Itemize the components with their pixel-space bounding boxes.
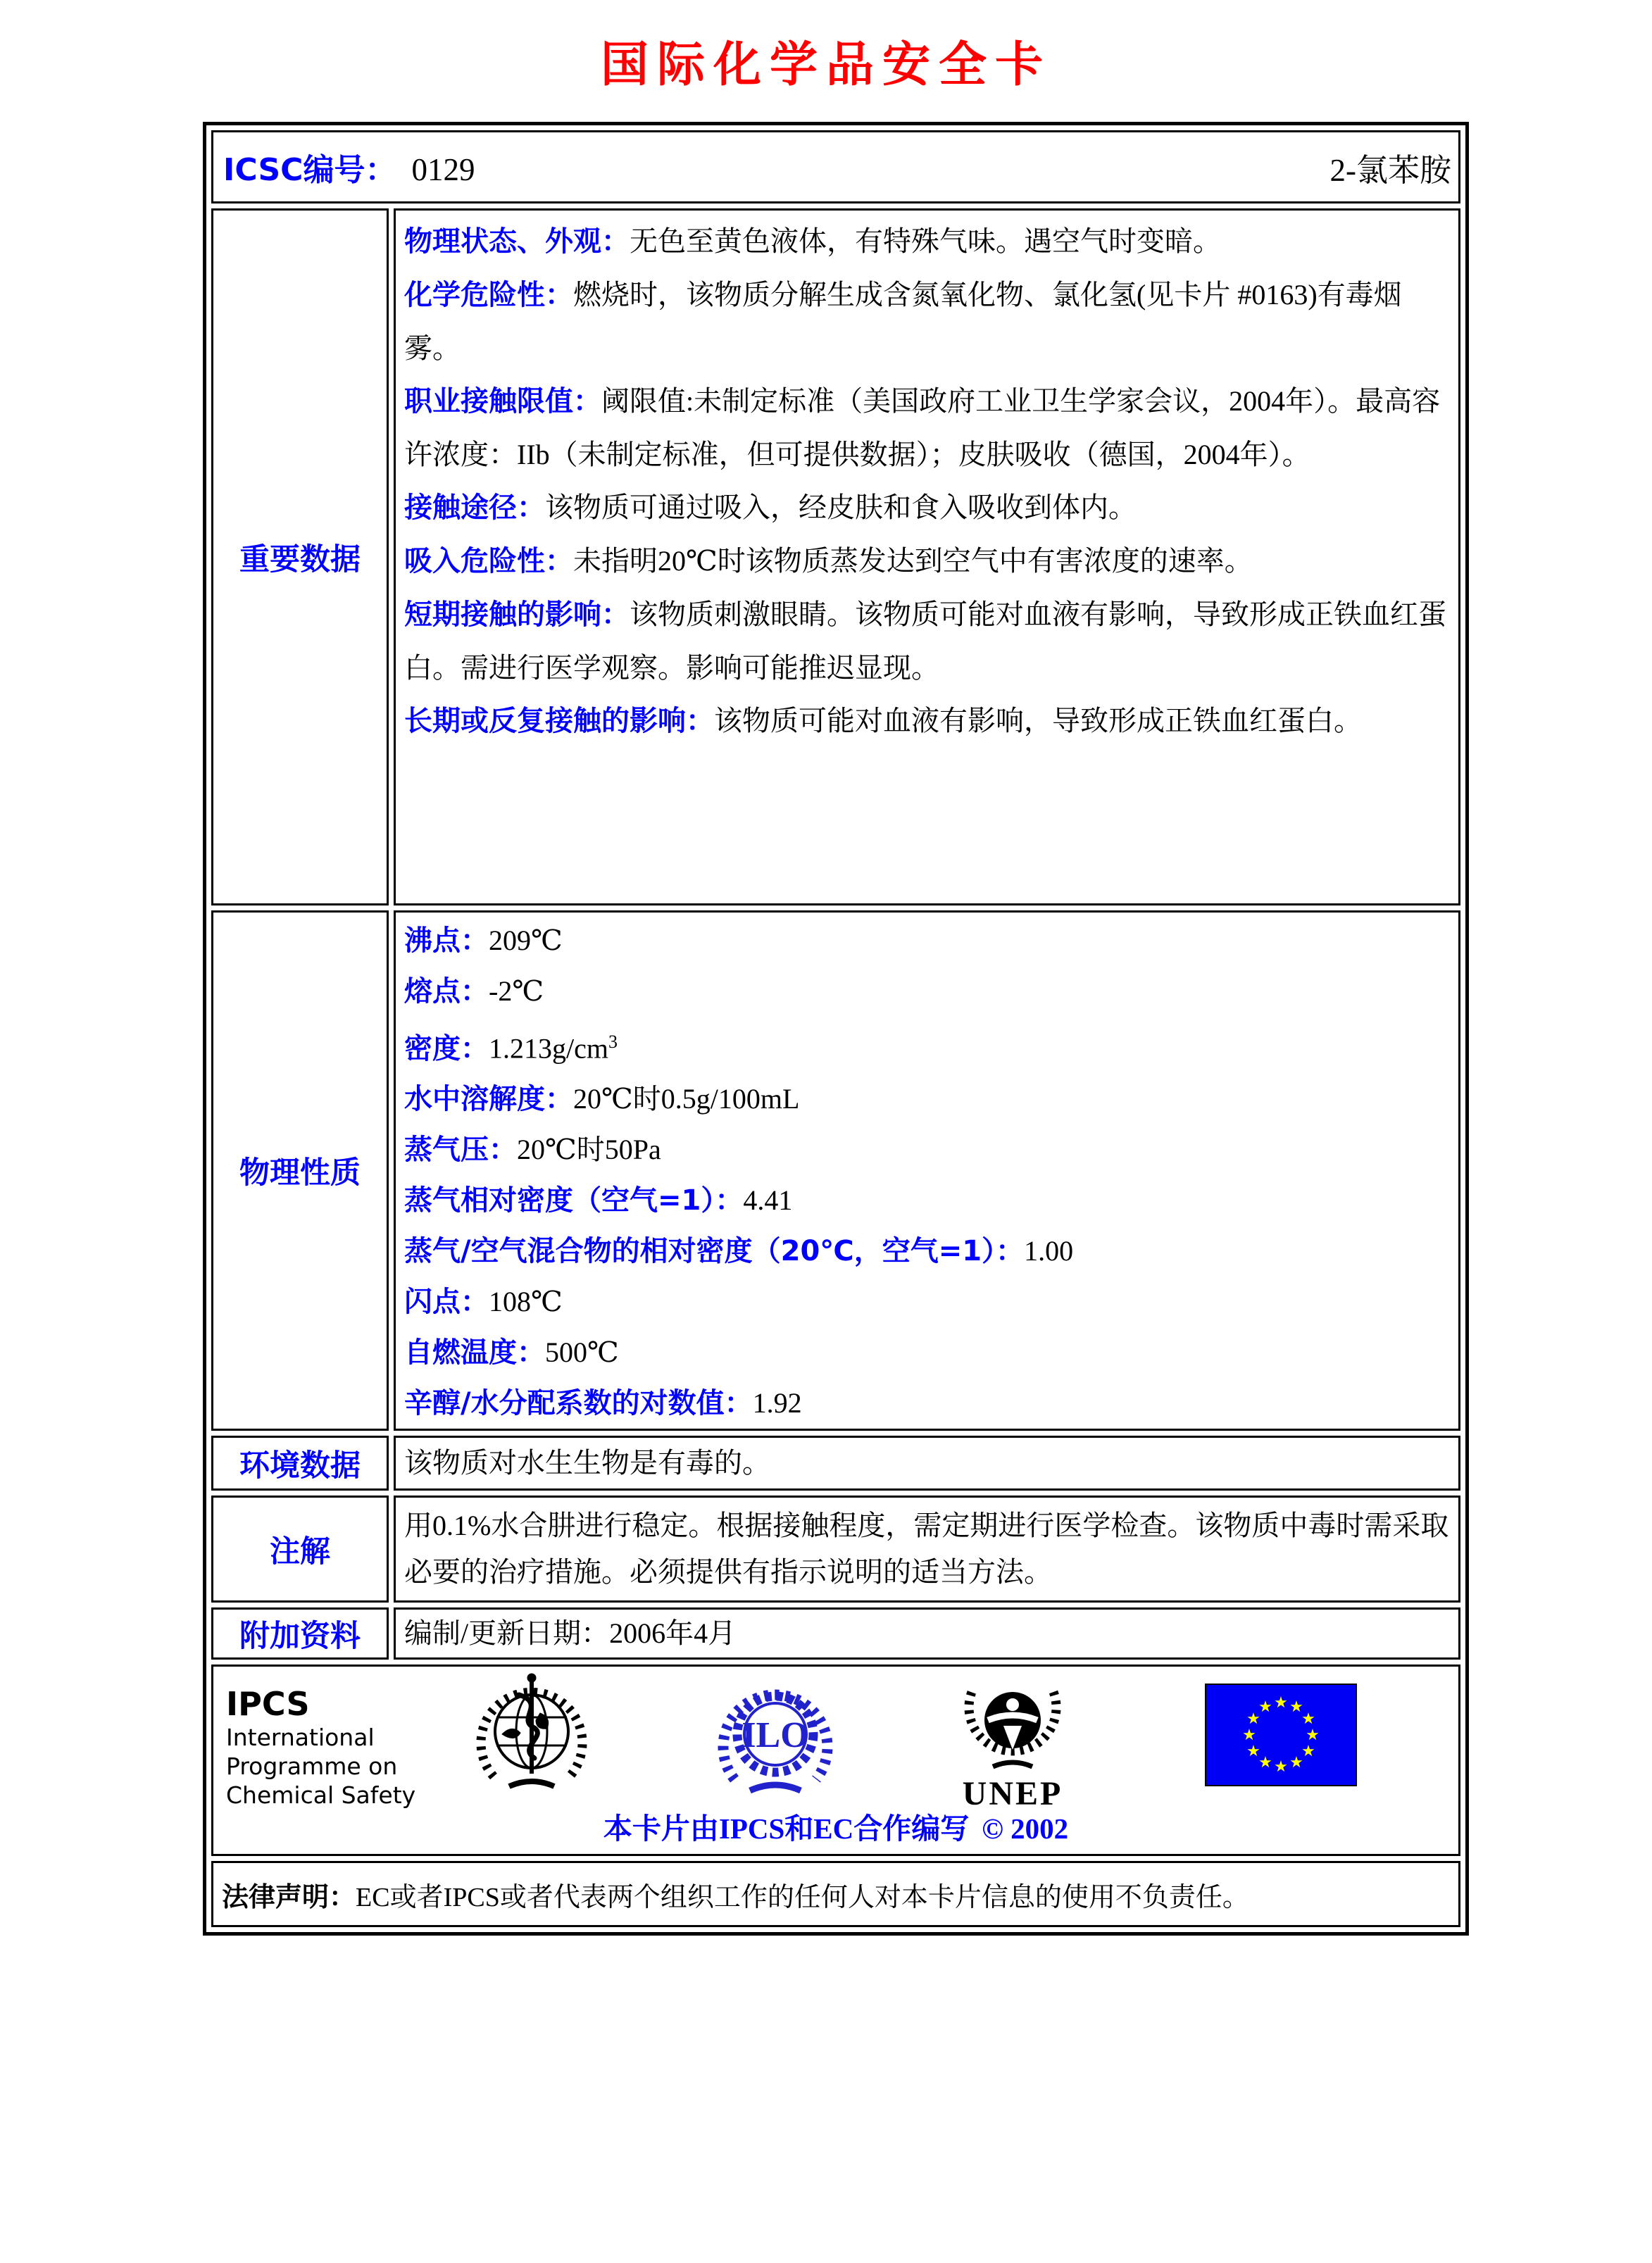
environmental-data-row [211,1436,1460,1491]
notes-text: 用0.1%水合肼进行稳定。根据接触程度，需定期进行医学检查。该物质中毒时需采取必要的治疗措施。必须提供有指示说明的适当方法。 [404,1510,1449,1588]
masthead [0,0,1652,122]
important-data-item [396,375,1458,481]
property-label: 熔点： [404,975,489,1008]
item-label: 长期或反复接触的影响： [404,705,714,737]
ipcs-line: International [226,1724,375,1752]
property-value: 20℃时50Pa [517,1134,661,1166]
svg-text:★: ★ [1274,1758,1288,1776]
property-value: 108℃ [489,1286,563,1318]
section-label-important-data: 重要数据 [239,541,361,577]
who-icon [467,1669,596,1803]
property-label: 辛醇/水分配系数的对数值： [404,1387,753,1420]
section-label-notes: 注解 [270,1534,330,1569]
property-label: 闪点： [404,1286,489,1319]
ipcs-line: Chemical Safety [226,1781,416,1810]
icsc-number-cell [211,130,1460,203]
svg-text:★: ★ [1258,1754,1272,1772]
property-label: 蒸气压： [404,1134,517,1167]
property-label: 密度： [404,1032,489,1065]
unep-letters: UNEP [962,1775,1063,1812]
item-text: 该物质可通过吸入，经皮肤和食入吸收到体内。 [545,491,1137,523]
property-label: 沸点： [404,924,489,957]
svg-text:★: ★ [1306,1726,1320,1745]
legal-cell [211,1861,1460,1927]
important-data-item [396,268,1458,375]
property-value: 1.00 [1024,1235,1074,1267]
item-label: 接触途径： [404,491,545,524]
svg-text:★: ★ [1246,1710,1260,1729]
icsc-table [203,122,1469,1936]
important-data-item [396,215,1458,268]
item-text: 阈限值:未制定标准（美国政府工业卫生学家会议，2004年）。最高容许浓度：IIb（未制定标准，但可提供数据）；皮肤吸收（德国，2004年）。 [404,385,1441,470]
icsc-number-value: 0129 [411,152,475,187]
physical-property [396,1124,1458,1175]
logos-row [211,1665,1460,1856]
property-value: 500℃ [545,1336,619,1369]
environmental-data-text: 该物质对水生生物是有毒的。 [404,1447,770,1479]
ipcs-line: Programme on [226,1753,398,1781]
property-superscript: 3 [608,1032,618,1052]
svg-text:★: ★ [1301,1710,1315,1729]
environmental-data-content-cell [394,1436,1460,1491]
property-label: 蒸气相对密度（空气=1）： [404,1184,744,1217]
important-data-label-cell [211,208,389,905]
item-label: 吸入危险性： [404,545,573,577]
item-text: 该物质刺激眼睛。该物质可能对血液有影响，导致形成正铁血红蛋白。需进行医学观察。影响可能推迟显现。 [404,598,1446,684]
physical-property [396,1277,1458,1327]
legal-label: 法律声明： [222,1881,356,1912]
svg-text:★: ★ [1289,1698,1303,1717]
page-title: 国际化学品安全卡 [600,38,1051,92]
physical-property [396,1017,1458,1074]
important-data-item [396,534,1458,588]
item-label: 职业接触限值： [404,385,601,418]
card-caption [213,1805,1458,1847]
additional-info-content-cell [394,1607,1460,1660]
property-value: 1.213g/cm [489,1032,608,1065]
item-text: 燃烧时，该物质分解生成含氮氧化物、氯化氢(见卡片 #0163)有毒烟雾。 [404,279,1402,364]
important-data-item [396,588,1458,694]
item-text: 无色至黄色液体，有特殊气味。遇空气时变暗。 [630,225,1221,257]
item-label: 短期接触的影响： [404,598,630,631]
legal-row [211,1861,1460,1927]
important-data-row [211,208,1460,905]
unep-icon [954,1671,1071,1815]
property-value: 20℃时0.5g/100mL [573,1083,800,1115]
item-text: 该物质可能对血液有影响，导致形成正铁血红蛋白。 [714,705,1362,736]
property-value: 209℃ [489,924,563,956]
ipcs-acronym: IPCS [226,1685,310,1724]
ilo-icon [711,1674,840,1807]
physical-properties-label-cell [211,910,389,1431]
svg-text:★: ★ [1242,1726,1256,1745]
item-label: 物理状态、外观： [404,225,630,258]
physical-property [396,915,1458,966]
physical-property [396,1175,1458,1226]
physical-properties-row [211,910,1460,1431]
section-label-additional-info: 附加资料 [239,1618,361,1654]
svg-text:★: ★ [1274,1694,1288,1712]
additional-info-text: 编制/更新日期：2006年4月 [404,1617,737,1650]
physical-properties-content-cell [394,910,1460,1431]
additional-info-label-cell [211,1607,389,1660]
property-label: 水中溶解度： [404,1083,573,1116]
logos-cell [211,1665,1460,1856]
property-value: 1.92 [752,1387,802,1419]
icsc-number-group [223,144,475,189]
physical-property [396,1226,1458,1277]
item-label: 化学危险性： [404,279,573,311]
svg-text:★: ★ [1258,1698,1272,1717]
svg-text:★: ★ [1289,1754,1303,1772]
notes-label-cell [211,1496,389,1603]
physical-property [396,1074,1458,1124]
property-label: 自燃温度： [404,1336,545,1369]
important-data-content-cell [394,208,1460,905]
property-label: 蒸气/空气混合物的相对密度（20℃，空气=1）： [404,1235,1025,1268]
svg-text:★: ★ [1246,1743,1260,1761]
section-label-physical-properties: 物理性质 [239,1155,361,1191]
property-value: -2℃ [489,975,544,1007]
ilo-letters: ILO [741,1715,809,1756]
eu-flag-icon [1205,1684,1357,1790]
physical-property [396,1327,1458,1378]
icsc-number-label: ICSC编号： [223,152,396,188]
icsc-number-row [211,130,1460,203]
physical-property [396,1378,1458,1429]
notes-row [211,1496,1460,1603]
item-text: 未指明20℃时该物质蒸发达到空气中有害浓度的速率。 [573,545,1253,577]
important-data-item [396,694,1458,748]
property-value: 4.41 [743,1184,793,1217]
notes-content-cell [394,1496,1460,1603]
caption-text: 本卡片由IPCS和EC合作编写 [603,1812,970,1845]
important-data-item [396,481,1458,534]
copyright-text: © 2002 [982,1812,1069,1845]
additional-info-row [211,1607,1460,1660]
legal-text: EC或者IPCS或者代表两个组织工作的任何人对本卡片信息的使用不负责任。 [356,1882,1249,1912]
svg-text:★: ★ [1301,1743,1315,1761]
physical-property [396,966,1458,1017]
ipcs-text-block [226,1685,415,1810]
chemical-name: 2-氯苯胺 [1329,152,1451,188]
environmental-data-label-cell [211,1436,389,1491]
section-label-environmental-data: 环境数据 [239,1448,361,1484]
